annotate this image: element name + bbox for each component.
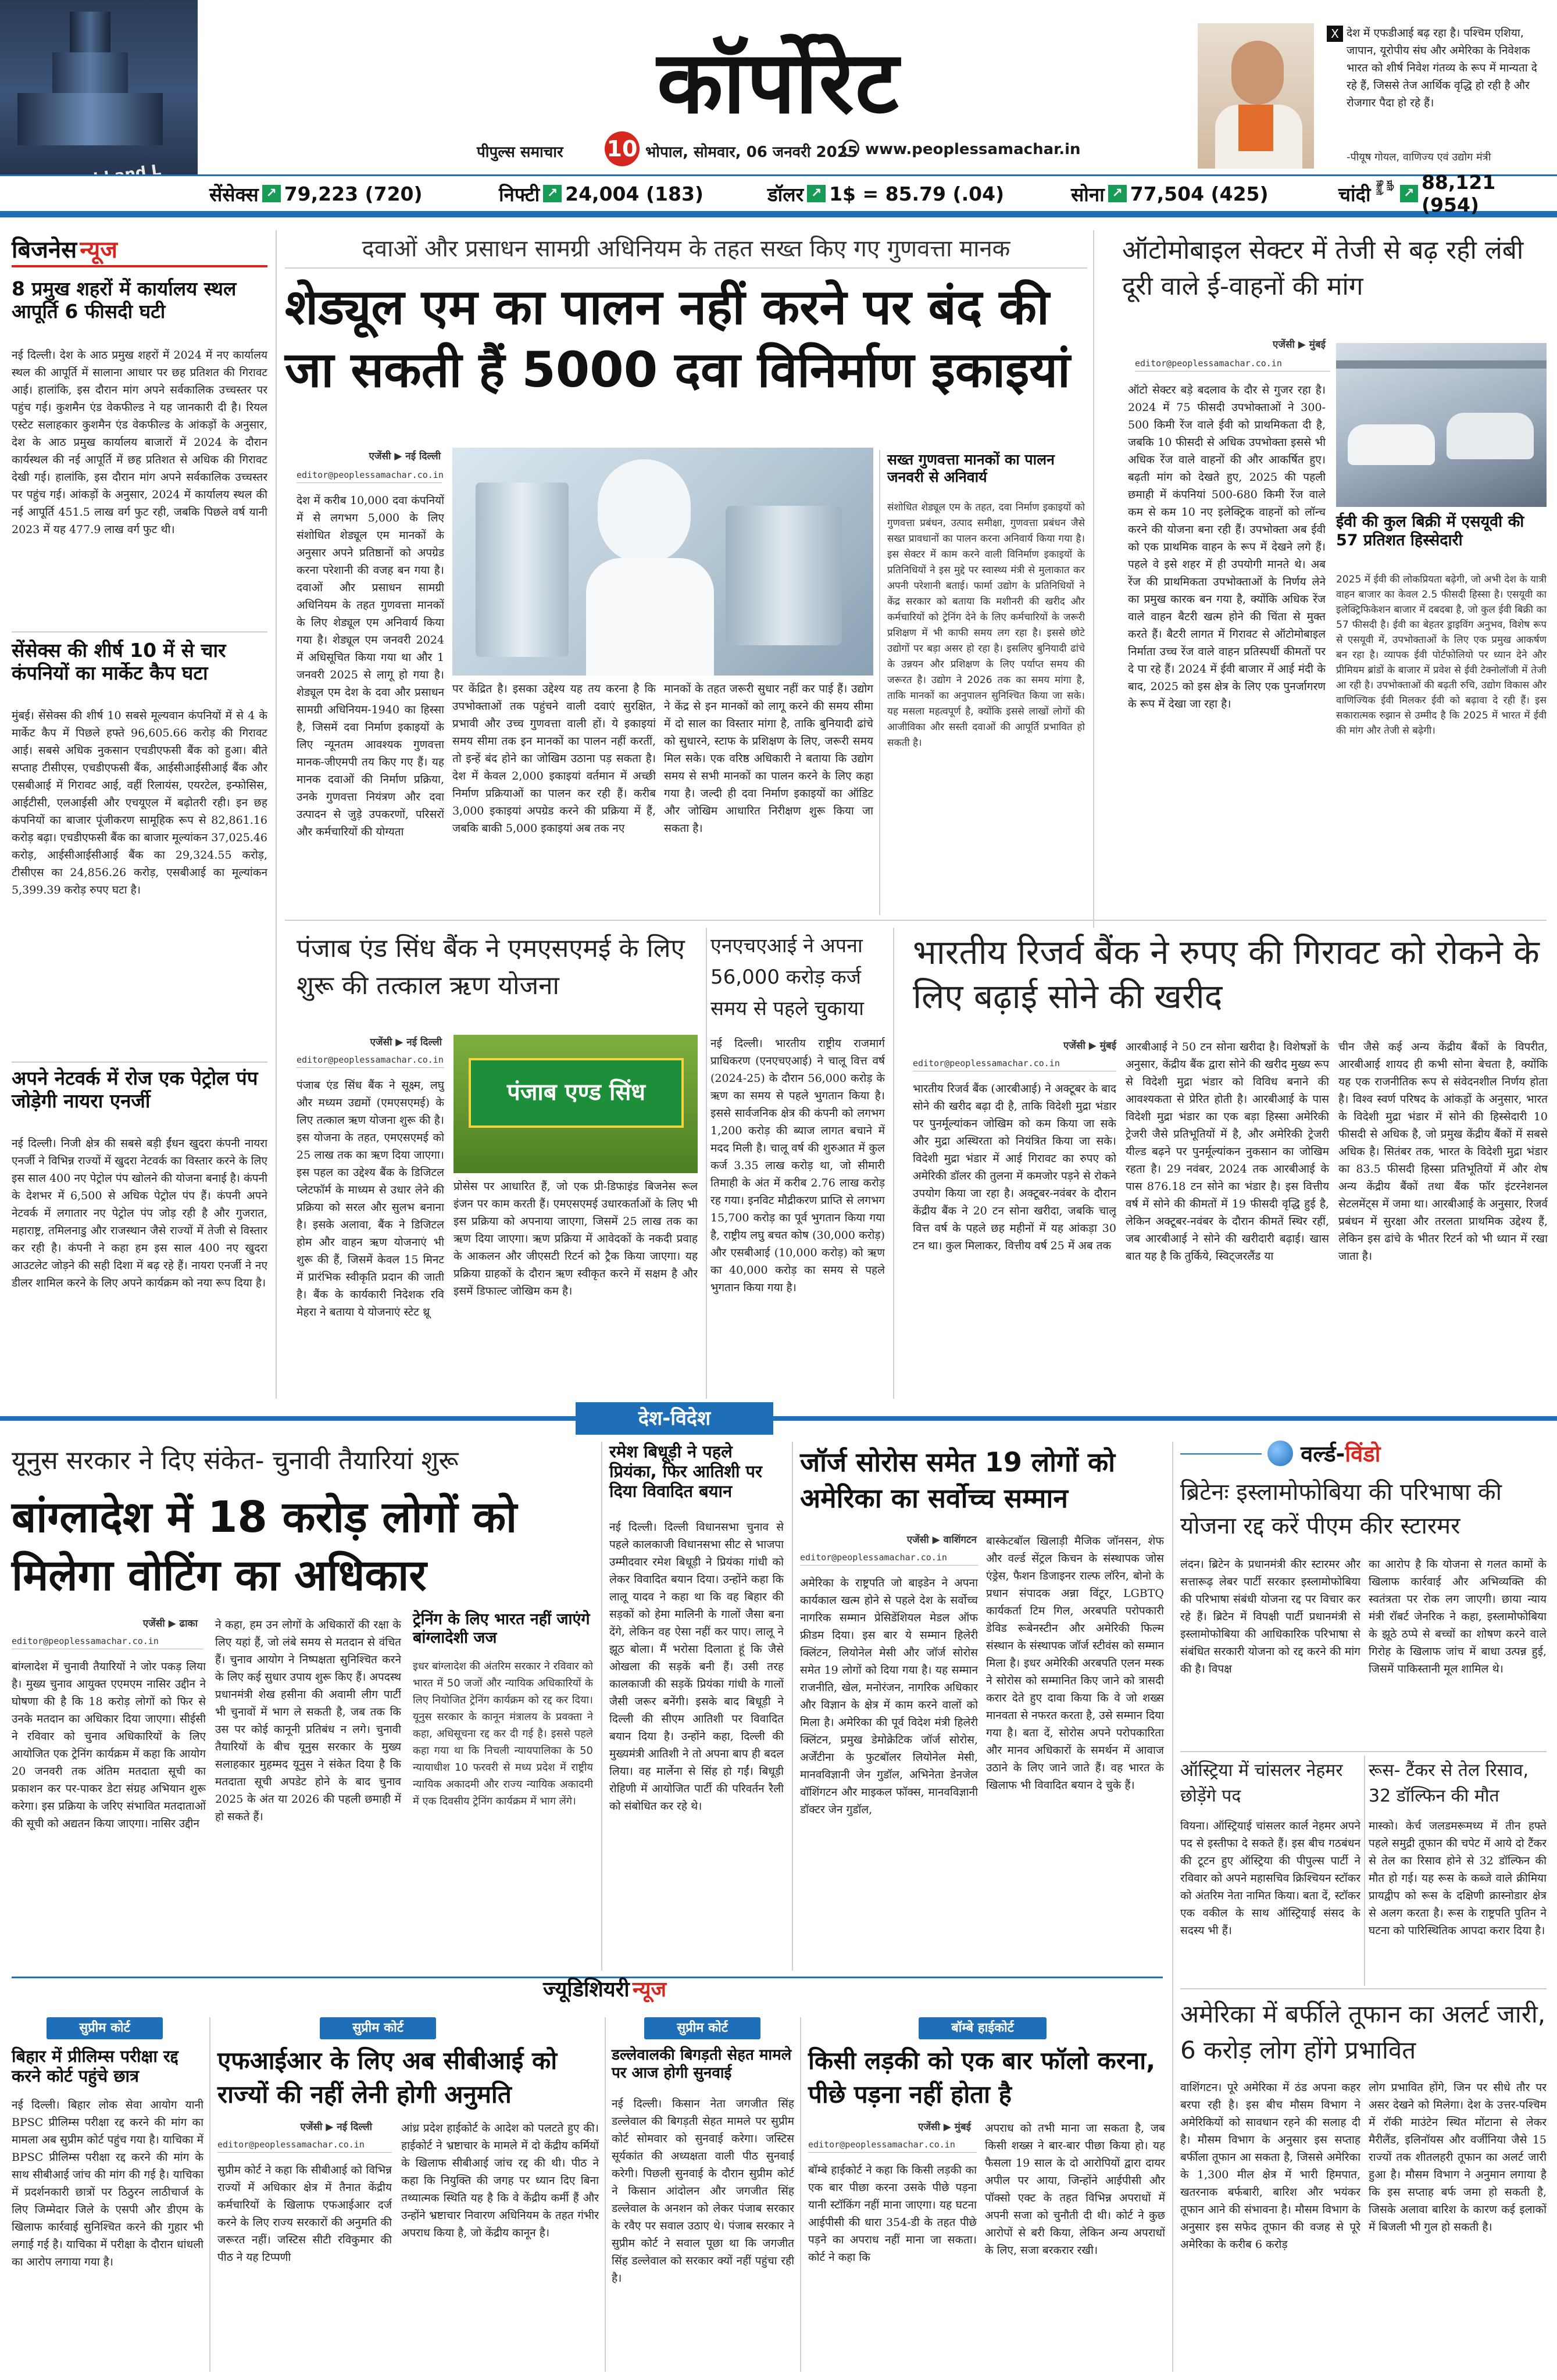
column-divider: [209, 2017, 210, 2372]
business-item-2-body: मुंबई। सेंसेक्स की शीर्ष 10 सबसे मूल्यवान कंपनियों में से 4 के मार्केट कैप में पिछले हफ्ते 96,605.66 करोड़ की गिरावट आई। सबसे अधिक नुकसान एचडीएफसी बैंक को हुआ। बीते सप्ताह टीसीएस, एचडीएफसी बैंक, आईसीआईसीआई बैंक और एसबीआई में गिरावट आई, वहीं रिलायंस, एयरटेल, इन्फोसिस, आईटीसी, एलआईसी और एचयूएल में बढ़ोतरी रही। इन छह कंपनियों का बाजार पूंजीकरण सामूहिक रूप से 82,861.16 करोड़ बढ़ा। एचडीएफसी बैंक का बाजार मूल्यांकन 37,025.46 करोड़, आईसीआईसीआई बैंक का 29,324.55 करोड़, टीसीएस का 24,856.26 करोड़, एसबीआई का मूल्यांकन 5,399.39 करोड़ रुपए घटा है।: [12, 709, 267, 896]
bangladesh-col-1: बांग्लादेश में चुनावी तैयारियों ने जोर पकड़ लिया है। मुख्य चुनाव आयुक्त एएमएम नासिर उद्दीन ने घोषणा की है कि 18 करोड़ लोगों को फिर से उनके मतदान का अधिकार दिया जाएगा। सीईसी ने रविवार को चुनाव अधिकारियों के लिए आयोजित एक ट्रेनिंग कार्यक्रम में कहा कि आयोग 20 जनवरी तक अंतिम मतदाता सूची का प्रकाशन कर पर-पाकर डेटा संग्रह अभियान शुरू करेगा। इस प्रक्रिया के जरिए संभावित मतदाताओं की सूची को अद्यतन किया जाएगा। नासिर उद्दीन: [12, 1660, 206, 1830]
uk-col-1: लंदन। ब्रिटेन के प्रधानमंत्री कीर स्टारमर और सत्तारूढ़ लेबर पार्टी सरकार इस्लामोफोबिया की परिभाषा संबंधी योजना रद्द पर विचार कर रहे हैं। ब्रिटेन में विपक्षी पार्टी प्रधानमंत्री से इस्लामोफोबिया की आधिकारिक परिभाषा से संबंधित सरकारी योजना को रद्द करने की मांग की है। विपक्ष: [1180, 1558, 1360, 1675]
column-divider: [706, 928, 707, 1399]
section-bar: [0, 1416, 1557, 1421]
divider: [1180, 1751, 1547, 1752]
dallewal-headline: डल्लेवालकी बिगड़ती सेहत मामले पर आज होगी सुनवाई: [612, 2046, 792, 2082]
rbi-byline: एजेंसी ▶ मुंबई: [1063, 1040, 1116, 1052]
column-divider: [1172, 1442, 1173, 2372]
bombay-byline: एजेंसी ▶ मुंबई: [917, 2121, 971, 2133]
bombay-headline: किसी लड़की को एक बार फॉलो करना, पीछे पड़ना नहीं होता है: [808, 2046, 1156, 2109]
column-divider: [792, 1442, 793, 1971]
auto-box-title: ईवी की कुल बिक्री में एसयूवी की 57 प्रतिशत हिस्सेदारी: [1336, 513, 1524, 549]
ticker-stripe: [0, 213, 1557, 217]
divider: [12, 1062, 267, 1063]
rbi-col-2: आरबीआई ने 50 टन सोना खरीदा है। विशेषज्ञों के अनुसार, केंद्रीय बैंक द्वारा सोने की खरीद मुख्य रूप से विदेशी मुद्रा भंडार को विविध बनाने की आवश्यकता से प्रेरित होती है। आरबीआई के पास विदेशी मुद्रा भंडार का एक बड़ा हिस्सा अमेरिकी ट्रेजरी जैसे प्रतिभूतियों में है, और अमेरिकी ट्रेजरी यील्ड बढ़ने पर पुनर्मूल्यांकन नुकसान का जोखिम रहता है। 29 नवंबर, 2024 तक आरबीआई के पास 876.18 टन सोने का भंडार है। इस वित्तीय वर्ष में सोने की कीमतों में 19 फीसदी वृद्धि हुई है, लेकिन अक्टूबर-नवंबर के दौरान कीमतें स्थिर रहीं, जब आरबीआई ने सोने की खरीदारी बढ़ाई। खास बात यह है कि तुर्किये, स्विट्जरलैंड या: [1126, 1041, 1329, 1263]
psb-col-1: पंजाब एंड सिंध बैंक ने सूक्ष्म, लघु और मध्यम उद्यमों (एमएसएमई) के लिए तत्काल ऋण योजना शुरू की है। इस योजना के तहत, एमएसएमई को 25 लाख तक का ऋण दिया जाएगा। इस पहल का उद्देश्य बैंक के डिजिटल प्लेटफॉर्म के माध्यम से उधार लेने की प्रक्रिया को सरल और सुलभ बनाना है। इसके अलावा, बैंक ने डिजिटल होम और वाहन ऋण योजनाएं भी शुरू की हैं, जिसमें केवल 15 मिनट में प्रारंभिक स्वीकृति प्रदान की जाती है। बैंक के कार्यकारी निदेशक रवि मेहरा ने बताया ये योजनाएं स्टेट थ्रू: [297, 1079, 444, 1318]
ticker-dollar: [767, 180, 1004, 207]
psb-col-2: प्रोसेस पर आधारित हैं, जो एक प्री-डिफाइंड बिजनेस रूल इंजन पर काम करती हैं। एमएसएमई उधारकर्ताओं के लिए भी इस प्रक्रिया को अपनाया जाएगा, जिसमें 25 लाख तक का ऋण दिया जाएगा। ऋण प्रक्रिया में आवेदकों के नकदी प्रवाह के आकलन और जीएसटी रिटर्न को ट्रैक किया जाएगा। यह प्रक्रिया ग्राहकों के दौरान ऋण स्वीकृत करने में सक्षम है और इसमें डिफाल्ट जोखिम कम है।: [453, 1180, 698, 1298]
auto-body: ऑटो सेक्टर बड़े बदलाव के दौर से गुजर रहा है। 2024 में 75 फीसदी उपभोक्ताओं ने 300-500 किमी रेंज वाले ईवी को प्राथमिकता दी है, जबकि 10 फीसदी से अधिक उपभोक्ता इससे भी अधिक रेंज वाले वाहनों की और आकर्षित हुए। बढ़ती मांग को देखते हुए, 2025 की पहली छमाही में कंपनियां 500-680 किमी रेंज वाले कम से कम 10 नए इलेक्ट्रिक वाहनों को लॉन्च करने की योजना बना रही हैं। उपभोक्ता अब ईवी को एक प्राथमिक वाहन के रूप में देखने लगे हैं। पहले वे इसे शहर में ही उपयोगी मानते थे। अब रेंज की प्राथमिकता उपभोक्ताओं के निर्णय लेने का प्रमुख कारक बन गया है, क्योंकि अधिक रेंज वाले वाहन बैटरी खत्म होने की चिंता से मुक्त करते हैं। बैटरी लागत में गिरावट से ऑटोमोबाइल निर्माता उच्च रेंज वाले वाहन प्रतिस्पर्धी कीमतों पर दे पा रहे हैं। 2024 में ईवी बाजार में आई मंदी के बाद, 2025 को इस क्षेत्र के लिए एक पुनर्जागरण के रूप में देखा जा रहा है।: [1128, 384, 1326, 710]
business-news-header: [12, 233, 267, 267]
lead-box-body: संशोधित शेड्यूल एम के तहत, दवा निर्माण इकाइयों को गुणवत्ता प्रबंधन, उत्पाद समीक्षा, गुणवत्ता प्रबंधन जैसे सख्त प्रावधानों का पालन करना अनिवार्य किया गया है। इस सेक्टर में काम करने वाली विनिर्माण इकाइयों के प्रतिनिधियों ने इस मुद्दे पर स्वास्थ्य मंत्री से मुलाकात कर अपनी परेशानी बताई। फार्मा उद्योग के प्रतिनिधियों ने केंद्र सरकार को बताया कि मशीनरी की खरीद और कर्मचारियों को ट्रेनिंग देने के लिए कर्मचारियों के जरूरी प्रशिक्षण में भी काफी समय लग रहा है। इससे छोटे उद्योगों पर बड़ा असर हो रहा है। इसलिए बुनियादी ढांचे के उन्नयन और प्रशिक्षण के लिए पर्याप्त समय की जरूरत है। उद्योग ने 2026 तक का समय मांगा है, ताकि मानकों का अनुपालन सुनिश्चित किया जा सके। यह मसला महत्वपूर्ण है, क्योंकि इससे लाखों लोगों की आजीविका और सस्ती दवाओं की आपूर्ति प्रभावित हो सकती है।: [887, 502, 1085, 749]
lead-box-title: सख्त गुणवत्ता मानकों का पालन जनवरी से अनिवार्य: [887, 451, 1055, 485]
judiciary-label: ज्यूडिशियरी: [542, 1978, 630, 2002]
ticker-label: निफ्टी: [499, 183, 540, 206]
russia-headline: रूस- टैंकर से तेल रिसाव, 32 डॉल्फिन की मौत: [1369, 1760, 1529, 1806]
x-icon: X: [1327, 26, 1343, 42]
business-news-label: बिजनेस: [12, 237, 77, 263]
lab-scientist-photo: [452, 448, 873, 676]
place-date: भोपाल, सोमवार, 06 जनवरी 2025: [645, 144, 858, 161]
ticker-label: डॉलर: [767, 183, 804, 206]
business-item-3-title: अपने नेटवर्क में रोज एक पेट्रोल पंप जोड़ेगी नायरा एनर्जी: [12, 1067, 258, 1112]
bangladesh-col-2: ने कहा, हम उन लोगों के अधिकारों की रक्षा के लिए यहां हैं, जो लंबे समय से मतदान से वंचित हैं। चुनाव आयोग ने निष्पक्षता सुनिश्चित करने के लिए कई सुधार उपाय शुरू किए हैं। अपदस्थ प्रधानमंत्री शेख हसीना की अवामी लीग पार्टी भी चुनावों में भाग ले सकती है, जब तक कि उस पर कोई कानूनी प्रतिबंध न लगे। चुनावी तैयारियों के बीच यूनुस सरकार के मुख्य सलाहकार मुहम्मद यूनुस ने संकेत दिया है कि मतदाता सूची अपडेट होने के बाद चुनाव 2025 के अंत या 2026 की पहली छमाही में हो सकते हैं।: [215, 1618, 401, 1823]
website[interactable]: www.peoplessamachar.in: [865, 141, 1081, 158]
ticker-value: 79,223 (720): [284, 182, 423, 205]
auto-headline: ऑटोमोबाइल सेक्टर में तेजी से बढ़ रही लंबी दूरी वाले ई-वाहनों की मांग: [1122, 235, 1524, 301]
fir-col-1: सुप्रीम कोर्ट ने कहा कि सीबीआई को विभिन्न राज्यों में अधिकार क्षेत्र में तैनात केंद्रीय कर्मचारियों के खिलाफ एफआईआर दर्ज करने के लिए राज्य सरकारों की अनुमति की जरूरत नहीं। जस्टिस सीटी रविकुमार की पीठ ने यह टिप्पणी: [217, 2164, 392, 2264]
fir-col-2: आंध्र प्रदेश हाईकोर्ट के आदेश को पलटते हुए की। हाईकोर्ट ने भ्रष्टाचार के मामले में दो केंद्रीय कर्मियों के खिलाफ सीबीआई जांच रद्द की थी। पीठ ने कहा कि नियुक्ति की जगह पर ध्यान दिए बिना तथ्यात्मक स्थिति यह है कि वे केंद्रीय कर्मी हैं और उन्होंने भ्रष्टाचार निवारण अधिनियम के तहत गंभीर अपराध किया है, जो केंद्रीय कानून है।: [401, 2122, 599, 2239]
psb-email[interactable]: editor@peoplessamachar.co.in: [297, 1055, 444, 1068]
ticker-label: चांदी: [1338, 183, 1371, 206]
psb-byline: एजेंसी ▶ नई दिल्ली: [370, 1037, 442, 1048]
business-item-2-title: सेंसेक्स की शीर्ष 10 में से चार कंपनियों का मार्केट कैप घटा: [12, 639, 226, 684]
divider: [285, 267, 1087, 269]
divider: [285, 920, 1547, 921]
business-news-label-accent: न्यूज: [80, 237, 117, 263]
rbi-col-1: भारतीय रिजर्व बैंक (आरबीआई) ने अक्टूबर के बाद सोने की खरीद बढ़ा दी है, ताकि विदेशी मुद्रा भंडार पर पुनर्मूल्यांकन जोखिम को कम किया जा सके और मुद्रा अस्थिरता को नियंत्रित किया जा सके। विदेशी मुद्रा भंडार में आई गिरावट का रुपए को अमेरिकी डॉलर की तुलना में कमजोर पड़ने से रोकने उपयोग किया जा रहा है। अक्टूबर-नवंबर के दौरान केंद्रीय बैंक ने 20 टन सोना खरीदा, जबकि चालू वित्त वर्ष के पहले छह महीनों में यह आंकड़ा 30 टन था। कुल मिलाकर, वित्तीय वर्ष 25 में अब तक: [913, 1082, 1116, 1252]
fir-badge: सुप्रीम कोर्ट: [320, 2017, 436, 2039]
column-divider: [800, 2017, 801, 2372]
masthead-title: कॉर्पोरेट: [657, 33, 900, 133]
world-window-header: [1267, 1438, 1547, 1471]
arrow-up-icon: ↗: [543, 185, 562, 202]
rbi-headline: भारतीय रिजर्व बैंक ने रुपए की गिरावट को रोकने के लिए बढ़ाई सोने की खरीद: [913, 932, 1540, 1016]
column-divider: [1093, 230, 1094, 928]
auto-box-body: 2025 में ईवी की लोकप्रियता बढ़ेगी, जो अभी देश के यात्री वाहन बाजार का केवल 2.5 फीसदी हिस्सा है। एसयूवी का इलेक्ट्रिफिकेशन बाजार में दबदबा है, जो कुल ईवी बिक्री का 57 फीसदी है। ईवी का बेहतर ड्राइविंग अनुभव, विशेष रूप से एसयूवी में, उपभोक्ताओं के लिए एक प्रमुख आकर्षण बन रहा है। व्यापक ईवी पोर्टफोलियो पर ध्यान देने और प्रीमियम ब्रांडों के बाजार में प्रवेश से ईवी टेक्नोलॉजी में तेजी आ रही है। उपभोक्ताओं की बढ़ती रुचि, उद्योग विकास और वाणिज्यिक ईवी मिलकर ईवी को बढ़ावा दे रही हैं। इस सकारात्मक रुझान से उम्मीद है कि 2025 में भारत में ईवी की मांग और तेजी से बढ़ेगी।: [1336, 574, 1547, 737]
ticker-silver: [1338, 171, 1557, 216]
fir-email[interactable]: editor@peoplessamachar.co.in: [217, 2139, 392, 2153]
bihar-badge: सुप्रीम कोर्ट: [47, 2017, 163, 2039]
bombay-email[interactable]: editor@peoplessamachar.co.in: [808, 2139, 977, 2153]
world-window-label: वर्ल्ड-: [1301, 1441, 1345, 1467]
judiciary-label-accent: न्यूज: [632, 1978, 667, 2002]
us-col-2: लोग प्रभावित होंगे, जिन पर सीधे तौर पर असर देखने को मिलेगा। देश के उत्तर-पश्चिम में रॉकी माउंटेन स्थित मोंटाना से लेकर मैरीलैंड, इलिनॉयस और वर्जीनिया जैसे 15 राज्यों तक शीतलहरी तूफान का अलर्ट जारी हुआ है। मौसम विभाग ने अनुमान लगाया है कि इस सप्ताह बर्फ जमा हो सकती है, जिसके अलावा बारिश के कारण कई इलाकों में बिजली भी गुल हो सकती है।: [1369, 2081, 1547, 2234]
business-item-1-title: 8 प्रमुख शहरों में कार्यालय स्थल आपूर्ति 6 फीसदी घटी: [12, 277, 237, 323]
ticker-gold: [1071, 180, 1269, 207]
business-item-1-body: नई दिल्ली। देश के आठ प्रमुख शहरों में 2024 में नए कार्यालय स्थल की आपूर्ति में सालाना आधार पर छह प्रतिशत की गिरावट आई। हालांकि, इस दौरान मांग अपने सर्वकालिक उच्चस्तर पर पहुंच गई। कुशमैन एंड वेकफील्ड ने यह जानकारी दी है। रियल एस्टेट सलाहकार कुशमैन एंड वेकफील्ड के आंकड़ों के अनुसार, देश के आठ प्रमुख कार्यालय बाजारों में 2024 के दौरान कार्यस्थल की नई आपूर्ति में छह प्रतिशत से अधिक की गिरावट देखी गई। हालांकि, इस दौरान मांग अपने सर्वकालिक उच्चस्तर पर पहुंच गई। आंकड़ों के अनुसार, 2024 में कार्यालय स्थल की नई आपूर्ति 451.5 लाख वर्ग फुट रही, जबकि पिछले वर्ष यानी 2023 में यह 477.9 लाख वर्ग फुट थी।: [12, 349, 267, 536]
lead-kicker: दवाओं और प्रसाधन सामग्री अधिनियम के तहत सख्त किए गए गुणवत्ता मानक: [362, 235, 1010, 262]
lead-byline: एजेंसी ▶ नई दिल्ली: [369, 451, 441, 462]
section-title: देश-विदेश: [576, 1402, 773, 1435]
bidhuri-body: नई दिल्ली। दिल्ली विधानसभा चुनाव से पहले कालकाजी विधानसभा सीट से भाजपा उम्मीदवार रमेश बिधूड़ी ने प्रियंका गांधी को लेकर विवादित बयान दिया। उन्होंने कहा कि लालू यादव ने कहा था कि वह बिहार की सड़कों को हेमा मालिनी के गालों जैसा बना देंगे, लेकिन वह ऐसा नहीं कर पाए। लालू ने झूठ बोला। मैं भरोसा दिलाता हूं कि जैसे ओखला की सड़कें बनी हैं। उसी तरह कालकाजी की सड़कें प्रियंका गांधी के गालों जैसी जरूर बनेंगी। इसके बाद बिधूड़ी ने दिल्ली की सीएम आतिशी पर विवादित बयान दिया है। उन्होंने कहा, दिल्ली की मुख्यमंत्री आतिशी ने तो अपना बाप ही बदल लिया। वह मार्लेना से सिंह हो गईं। बिधूड़ी रोहिणी में आयोजित पार्टी की परिवर्तन रैली को संबोधित कर रहे थे।: [609, 1521, 784, 1813]
ticker-sensex: [209, 180, 423, 207]
lead-col-3: मानकों के तहत जरूरी सुधार नहीं कर पाई हैं। उद्योग ने केंद्र से इन मानकों को लागू करने की समय सीमा में दो साल का विस्तार मांगा है, ताकि बुनियादी ढांचे को सुधारने, स्टाफ के प्रशिक्षण के लिए, जरूरी समय मिल सके। एक वरिष्ठ अधिकारी ने बताया कि उद्योग समय से सभी मानकों का पालन करने के लिए कहा गया है। जल्दी ही दवा निर्माण इकाइयों का ऑडिट और जोखिम आधारित निरीक्षण शुरू किया जा सकता है।: [664, 682, 873, 835]
bihar-body: नई दिल्ली। बिहार लोक सेवा आयोग यानी BPSC प्रीलिम्स परीक्षा रद्द करने की मांग का मामला अब सुप्रीम कोर्ट पहुंच गया है। याचिका में BPSC प्रीलिम्स परीक्षा रद्द करने की मांग के साथ सीबीआई जांच की मांग की गई है। याचिका में प्रदर्शनकारी छात्रों पर ठिठुरन लाठीचार्ज के लिए जिम्मेदार जिले के एसपी और डीएम के खिलाफ कार्रवाई सुनिश्चित करने की गुहार भी लगाई गई है। याचिका में परीक्षा के दौरान धांधली का आरोप लगाया गया है।: [12, 2099, 203, 2268]
bangladesh-email[interactable]: editor@peoplessamachar.co.in: [12, 1636, 203, 1649]
bombay-col-2: अपराध को तभी माना जा सकता है, जब किसी शख्स ने बार-बार पीछा किया हो। यह फैसला 19 साल के दो आरोपियों द्वारा दायर अपील पर आया, जिन्होंने आईपीसी और पॉक्सो एक्ट के तहत विभिन्न अपराधों में अपनी सजा को चुनौती दी थी। कोर्ट ने कुछ आरोपों से बरी किया, लेकिन अन्य अपराधों के लिए, सजा बरकरार रखी।: [985, 2122, 1165, 2257]
lead-headline: शेड्यूल एम का पालन नहीं करने पर बंद की जा सकती हैं 5000 दवा विनिर्माण इकाइयां: [285, 278, 1070, 398]
nhai-body: नई दिल्ली। भारतीय राष्ट्रीय राजमार्ग प्राधिकरण (एनएचएआई) ने चालू वित्त वर्ष (2024-25) के दौरान 56,000 करोड़ के ऋण का समय से पहले भुगतान किया है। इससे सार्वजनिक क्षेत्र की कंपनी को लगभग 1,200 करोड़ की ब्याज लागत बचाने में मदद मिली है। चालू वर्ष की शुरुआत में कुल कर्ज 3.35 लाख करोड़ था, जो सीमारी तिमाही के अंत में करीब 2.76 लाख करोड़ रह गया। इनविट मौद्रीकरण प्राप्ति से लगभग 15,700 करोड़ का पूर्व भुगतान किया गया है, राष्ट्रीय लघु बचत कोष (30,000 करोड़) और एसबीआई (10,000 करोड़) को ऋण का 40,000 करोड़ का समय से पहले भुगतान किया गया है।: [710, 1037, 885, 1294]
lead-col-2: पर केंद्रित है। इसका उद्देश्य यह तय करना है कि उपभोक्ताओं तक पहुंचने वाली दवाएं सुरक्षित, प्रभावी और उच्च गुणवत्ता वाली हों। ये इकाइयां समय सीमा तक इन मानकों का पालन नहीं करतीं, तो इन्हें बंद होने का जोखिम उठाना पड़ सकता है। देश में केवल 2,000 इकाइयां वर्तमान में अच्छी निर्माण प्रक्रियाओं का पालन कर रही हैं। करीब 3,000 इकाइयां अपग्रेड करने की प्रक्रिया में हैं, जबकि बाकी 5,000 इकाइयां अब तक नए: [452, 682, 656, 835]
arrow-up-icon: ↗: [807, 185, 826, 202]
globe-icon: [842, 140, 859, 157]
bombay-badge: बॉम्बे हाईकोर्ट: [919, 2017, 1047, 2039]
quote-author: -पीयूष गोयल, वाणिज्य एवं उद्योग मंत्री: [1347, 151, 1491, 163]
paper-name: पीपुल्स समाचार: [477, 144, 563, 161]
bangladesh-headline: बांग्लादेश में 18 करोड़ लोगों को मिलेगा वोटिंग का अधिकार: [12, 1492, 517, 1600]
russia-body: मास्को। केर्च जलडमरूमध्य में तीन हफ्ते पहले समुद्री तूफान की चपेट में आये दो टैंकर से तेल का रिसाव होने से 32 डॉल्फिन की मौत हो गई। यह रूस के कब्जे वाले क्रीमिया प्रायद्वीप को रूस के दक्षिणी क्रास्नोडार क्षेत्र से अलग करता है। रूस के राष्ट्रपति पुतिन ने घटना को पारिस्थितिक आपदा करार दिया है।: [1369, 1820, 1547, 1937]
dallewal-badge: सुप्रीम कोर्ट: [644, 2017, 760, 2039]
bank-sign-text: पंजाब एण्ड सिंध: [507, 1079, 645, 1106]
page-number: 10: [605, 131, 640, 166]
world-window-label-accent: विंडो: [1345, 1441, 1381, 1467]
ticker-unit: प्रति किलो: [1374, 180, 1394, 195]
fir-byline: एजेंसी ▶ नई दिल्ली: [300, 2121, 372, 2133]
arrow-up-icon: ↗: [262, 185, 281, 202]
bangladesh-side-body: इधर बांग्लादेश की अंतरिम सरकार ने रविवार को भारत में 50 जजों और न्यायिक अधिकारियों के लिए नियोजित ट्रेनिंग कार्यक्रम को रद्द कर दिया। यूनुस सरकार के कानून मंत्रालय के प्रवक्ता ने कहा, अधिसूचना रद्द कर दी गई है। इससे पहले कहा गया था कि निचली न्यायपालिका के 50 न्यायाधीश 10 फरवरी से मध्य प्रदेश में राष्ट्रीय न्यायिक अकादमी और राज्य न्यायिक अकादमी में एक दिवसीय ट्रेनिंग कार्यक्रम में भाग लेंगे।: [413, 1660, 593, 1807]
bangladesh-byline: एजेंसी ▶ ढाका: [142, 1618, 198, 1629]
austria-body: वियना। ऑस्ट्रियाई चांसलर कार्ल नेहमर अपने पद से इस्तीफा दे सकते हैं। इस बीच गठबंधन की टूटन हुए ऑस्ट्रिया की पीपुल्स पार्टी ने रविवार को अपने महासचिव क्रिश्चियन स्टॉकर को अंतरिम नेता नामित किया। बता दें, स्टॉकर एक वकील के साथ ऑस्ट्रियाई संसद के सदस्य भी हैं।: [1180, 1820, 1360, 1937]
ticker-label: सोना: [1071, 183, 1105, 206]
column-divider: [879, 450, 880, 915]
ticker-value: 24,004 (183): [565, 182, 704, 205]
column-divider: [605, 2017, 606, 2372]
car-factory-photo: [1336, 343, 1547, 507]
bank-sign-photo: [453, 1035, 698, 1173]
ticker-label: सेंसेक्स: [209, 183, 259, 206]
bihar-headline: बिहार में प्रीलिम्स परीक्षा रद्द करने कोर्ट पहुंचे छात्र: [12, 2046, 178, 2086]
us-headline: अमेरिका में बर्फीले तूफान का अलर्ट जारी, 6 करोड़ लोग होंगे प्रभावित: [1180, 2000, 1546, 2064]
bombay-col-1: बॉम्बे हाईकोर्ट ने कहा कि किसी लड़की का एक बार पीछा करना उसके पीछे पड़ना यानी स्टॉकिंग नहीं माना जाएगा। यह घटना आईपीसी की धारा 354-डी के तहत पीछे पड़ने का अपराध नहीं माना जा सकता। कोर्ट ने कहा कि: [808, 2164, 977, 2264]
ticker-nifty: [499, 180, 703, 207]
us-col-1: वाशिंगटन। पूरे अमेरिका में ठंड अपना कहर बरपा रही है। इस बीच मौसम विभाग ने अमेरिकियों को सावधान रहने की सलाह दी है। मौसम विभाग के अनुसार इस सप्ताह बर्फीला तूफान आ सकता है, जिससे अमेरिका के 1,300 मील क्षेत्र में भारी हिमपात, खतरनाक बर्फबारी, बारिश और भयंकर तूफान आने की संभावना है। मौसम विभाग के अनुसार इस सफेद तूफान की वजह से पूरे अमेरिका के करीब 6 करोड़: [1180, 2081, 1360, 2251]
soros-col-1: अमेरिका के राष्ट्रपति जो बाइडेन ने अपना कार्यकाल खत्म होने से पहले देश के सर्वोच्च नागरिक सम्मान प्रेसिडेंशियल मेडल ऑफ फ्रीडम दिया। इस बार ये सम्मान हिलेरी क्लिंटन, लियोनेल मेसी और जॉर्ज सोरोस समेत 19 लोगों को दिया गया है। यह सम्मान राजनीति, खेल, मनोरंजन, नागरिक अधिकार और विज्ञान के क्षेत्र में काम करने वालों को मिला है। अमेरिका की पूर्व विदेश मंत्री हिलेरी क्लिंटन, प्रमुख डेमोक्रेटिक जॉर्ज सोरोस, अर्जेंटीना के फुटबॉलर लियोनेल मेसी, मानवविज्ञानी जेन गुडॉल, अभिनेता डेनजेल वॉशिंगटन और माइकल फॉक्स, मानवविज्ञानी डॉक्टर जेन गुडॉल,: [800, 1577, 978, 1816]
bidhuri-headline: रमेश बिधूड़ी ने पहले प्रियंका, फिर आतिशी पर दिया विवादित बयान: [609, 1442, 762, 1502]
soros-email[interactable]: editor@peoplessamachar.co.in: [800, 1552, 978, 1566]
uk-headline: ब्रिटेनः इस्लामोफोबिया की परिभाषा की योजना रद्द करें पीएम कीर स्टारमर: [1180, 1479, 1502, 1539]
fir-headline: एफआईआर के लिए अब सीबीआई को राज्यों की नहीं लेनी होगी अनुमति: [217, 2046, 558, 2109]
soros-headline: जॉर्ज सोरोस समेत 19 लोगों को अमेरिका का सर्वोच्च सम्मान: [800, 1446, 1116, 1514]
column-divider: [893, 928, 894, 1399]
divider: [12, 631, 267, 632]
lead-col-1: देश में करीब 10,000 दवा कंपनियों में से लगभग 5,000 के लिए संशोधित शेड्यूल एम मानकों के अनुसार अपने प्रतिष्ठानों को अपग्रेड करना परेशानी की वजह बन गया है। दवाओं और प्रसाधन सामग्री अधिनियम के तहत गुणवत्ता मानकों के लिए शेड्यूल एम अनिवार्य किया गया है। शेड्यूल एम जनवरी 2024 में अधिसूचित किया गया था और 1 जनवरी 2025 से लागू हो गया है। शेड्यूल एम देश के दवा और प्रसाधन सामग्री अधिनियम-1940 का हिस्सा है, जिसमें दवा निर्माण इकाइयों के लिए न्यूनतम आवश्यक गुणवत्ता मानक-जीएमपी तय किए गए हैं। यह मानक दवाओं की निर्माण प्रक्रिया, उनके गुणवत्ता नियंत्रण और दवा उत्पादन से जुड़े उपकरणों, परिसरों और कर्मचारियों की योग्यता: [297, 494, 444, 838]
dallewal-body: नई दिल्ली। किसान नेता जगजीत सिंह डल्लेवाल की बिगड़ती सेहत मामले पर सुप्रीम कोर्ट सोमवार को सुनवाई करेगा। जस्टिस सूर्यकांत की अध्यक्षता वाली पीठ सुनवाई करेगी। पिछली सुनवाई के दौरान सुप्रीम कोर्ट ने किसान आंदोलन और जगजीत सिंह डल्लेवाल के अनशन को लेकर पंजाब सरकार के रवैए पर सवाल उठाए थे। पंजाब सरकार ने सुप्रीम कोर्ट ने सवाल पूछा था कि जगजीत सिंह डल्लेवाल को सरकार क्यों नहीं पहुंचा रही है।: [612, 2097, 794, 2285]
nhai-headline: एनएचएआई ने अपना 56,000 करोड़ कर्ज समय से पहले चुकाया: [710, 934, 864, 1020]
ticker-value: 88,121 (954): [1421, 171, 1496, 216]
column-divider: [276, 230, 277, 1399]
bangladesh-side-title: ट्रेनिंग के लिए भारत नहीं जाएंगे बांग्लादेशी जज: [413, 1610, 590, 1647]
ticker-value: 77,504 (425): [1130, 182, 1269, 205]
column-divider: [1364, 1756, 1365, 1986]
austria-headline: ऑस्ट्रिया में चांसलर नेहमर छोड़ेंगे पद: [1180, 1760, 1343, 1806]
rbi-col-3: चीन जैसे कई अन्य केंद्रीय बैंकों के विपरीत, आरबीआई शायद ही कभी सोना बेचता है, क्योंकि यह एक राजनीतिक रूप से संवेदनशील निर्णय होता है। विश्व स्वर्ण परिषद के आंकड़ों के अनुसार, भारत के विदेशी मुद्रा भंडार में सोने की हिस्सेदारी 10 फीसदी से अधिक है, जो प्रमुख केंद्रीय बैंकों में सबसे अधिक है। सितंबर तक, भारत के विदेशी मुद्रा भंडार का 83.5 फीसदी हिस्सा प्रतिभूतियों में और शेष अन्य केंद्रीय बैंकों तथा बैंक फॉर इंटरनेशनल सेटलमेंट्स में जमा था। आरबीआई के अनुसार, रिजर्व प्रबंधन में सुरक्षा और तरलता प्राथमिक उद्देश्य हैं, लेकिन इस ढांचे के भीतर रिटर्न को भी ध्यान में रखा जाता है।: [1338, 1041, 1548, 1263]
psb-headline: पंजाब एंड सिंध बैंक ने एमएसएमई के लिए शुरू की तत्काल ऋण योजना: [297, 934, 685, 1000]
ticker-value: 1$ = 85.79 (.04): [829, 182, 1005, 205]
uk-col-2: का आरोप है कि योजना से गलत कामों के खिलाफ कार्रवाई और अभिव्यक्ति की स्वतंत्रता पर रोक लग जाएगी। छाया न्याय मंत्री रॉबर्ट जेनरिक ने कहा, इस्लामोफोबिया के झूठे ठप्पे से बच्चों का शोषण करने वाले गिरोह के खिलाफ जांच में बाधा उत्पन्न हुई, जिसमें पाकिस्तानी मूल शामिल थे।: [1369, 1558, 1547, 1675]
column-divider: [601, 1442, 602, 1971]
business-item-3-body: नई दिल्ली। निजी क्षेत्र की सबसे बड़ी ईंधन खुदरा कंपनी नायरा एनर्जी ने विभिन्न राज्यों में खुदरा नेटवर्क का विस्तार करने के लिए इस साल 400 नए पेट्रोल पंप खोलने की योजना बनाई है। कंपनी के देशभर में 6,500 से अधिक पेट्रोल पंप हैं। कंपनी अपने नेटवर्क में लगातार नए पेट्रोल पंप जोड़ रही है और गुजरात, महाराष्ट्र, तमिलनाडु और राजस्थान जैसे राज्यों में तेजी से विस्तार कर रही है। कंपनी ने कहा हम इस साल 400 नए खुदरा आउटलेट जोड़ने की सही दिशा में बढ़ रहे हैं। नायरा एनर्जी ने नए डीलर शामिल करने के लिए अपने कार्यक्रम को नया रूप दिया है।: [12, 1137, 267, 1289]
bangladesh-kicker: यूनुस सरकार ने दिए संकेत- चुनावी तैयारियां शुरू: [12, 1446, 459, 1475]
rbi-email[interactable]: editor@peoplessamachar.co.in: [913, 1058, 1116, 1071]
auto-email[interactable]: editor@peoplessamachar.co.in: [1135, 358, 1330, 371]
soros-byline: एजेंसी ▶ वाशिंगटन: [906, 1534, 977, 1546]
quote-text: देश में एफडीआई बढ़ रहा है। पश्चिम एशिया, जापान, यूरोपीय संघ और अमेरिका के निवेशक भारत को शीर्ष निवेश गंतव्य के रूप में मान्यता दे रहे हैं, जिससे तेज आर्थिक वृद्धि हो रही है और रोजगार पैदा हो रहे हैं।: [1347, 27, 1537, 109]
lead-email[interactable]: editor@peoplessamachar.co.in: [297, 470, 442, 483]
soros-col-2: बास्केटबॉल खिलाड़ी मैजिक जॉनसन, शेफ और वर्ल्ड सेंट्रल किचन के संस्थापक जोस एंड्रेस, फैशन डिजाइनर राल्फ लॉरेन, बोनो के प्रधान संपादक अन्ना विंटूर, LGBTQ कार्यकर्ता टिम गिल, अरबपति परोपकारी डेविड रूबेनस्टीन और अमेरिकी फिल्म संस्थान के संस्थापक जॉर्ज स्टीवंस को सम्मान मिला है। इधर अमेरिकी अरबपति एलन मस्क ने सोरोस को सम्मानित किए जाने को त्रासदी करार देते हुए दावा किया कि वे जो शख्स मानवता से नफरत करता है, उसे सम्मान दिया गया है। बता दें, सोरोस अपने परोपकारिता और मानव अधिकारों के समर्थन में आवाज उठाने के लिए जाने जाते हैं। वह भारत के खिलाफ भी विवादित बयान दे चुके हैं।: [986, 1535, 1164, 1792]
judiciary-header: [459, 1974, 750, 2007]
divider: [1180, 1453, 1262, 1455]
divider: [1180, 1988, 1547, 1989]
arrow-up-icon: ↗: [1108, 185, 1127, 202]
arrow-up-icon: ↗: [1400, 185, 1418, 202]
auto-byline: एजेंसी ▶ मुंबई: [1272, 339, 1326, 351]
minister-photo: [1198, 23, 1314, 169]
world-globe-icon: [1267, 1441, 1293, 1466]
